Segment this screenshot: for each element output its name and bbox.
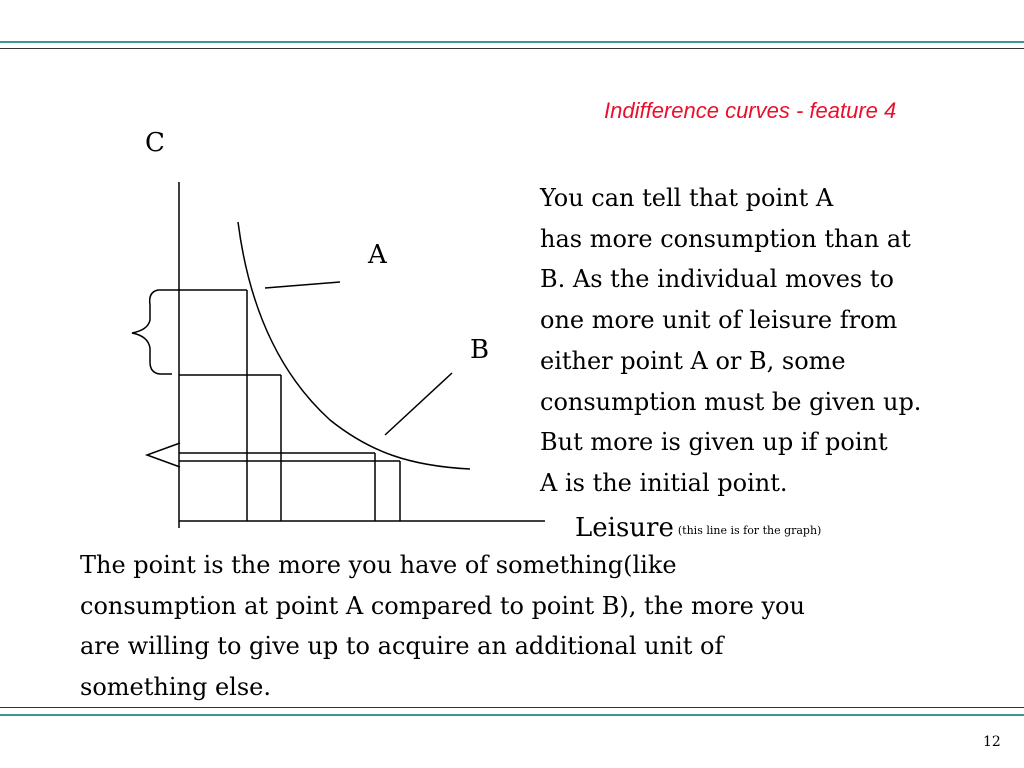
bottom-rule-dark bbox=[0, 707, 1024, 708]
conclusion-line: are willing to give up to acquire an additional unit of bbox=[80, 632, 724, 661]
page-number: 12 bbox=[983, 734, 1001, 750]
consumption-brace bbox=[132, 290, 180, 374]
indifference-curve bbox=[238, 222, 470, 469]
explanation-line: But more is given up if point bbox=[540, 428, 888, 457]
point-a-pointer bbox=[265, 282, 340, 288]
conclusion-line: The point is the more you have of something(like bbox=[80, 551, 677, 579]
explanation-line: either point A or B, some bbox=[540, 346, 846, 375]
explanation-line: has more consumption than at bbox=[540, 224, 911, 253]
explanation-line: A is the initial point. bbox=[540, 468, 788, 497]
explanation-text bbox=[540, 178, 1020, 504]
explanation-line: B. As the individual moves to bbox=[540, 265, 894, 294]
y-axis-label: C bbox=[145, 128, 165, 158]
point-a-label: A bbox=[368, 240, 387, 270]
explanation-line: consumption must be given up. bbox=[540, 387, 922, 416]
explanation-line: one more unit of leisure from bbox=[540, 306, 898, 335]
x-axis-label-group bbox=[575, 515, 821, 541]
x-axis-note: (this line is for the graph) bbox=[677, 524, 822, 537]
point-b-pointer bbox=[385, 373, 452, 435]
point-b-label: B bbox=[470, 335, 490, 365]
x-axis-label: Leisure bbox=[575, 513, 674, 543]
bottom-rule-teal bbox=[0, 714, 1024, 716]
conclusion-line: something else. bbox=[80, 673, 271, 702]
conclusion-text bbox=[80, 545, 1010, 708]
slide-title: Indifference curves - feature 4 bbox=[604, 98, 897, 123]
conclusion-line: consumption at point A compared to point B), the more you bbox=[80, 591, 805, 620]
small-change-marker bbox=[147, 443, 180, 467]
explanation-line: You can tell that point A bbox=[540, 184, 834, 212]
